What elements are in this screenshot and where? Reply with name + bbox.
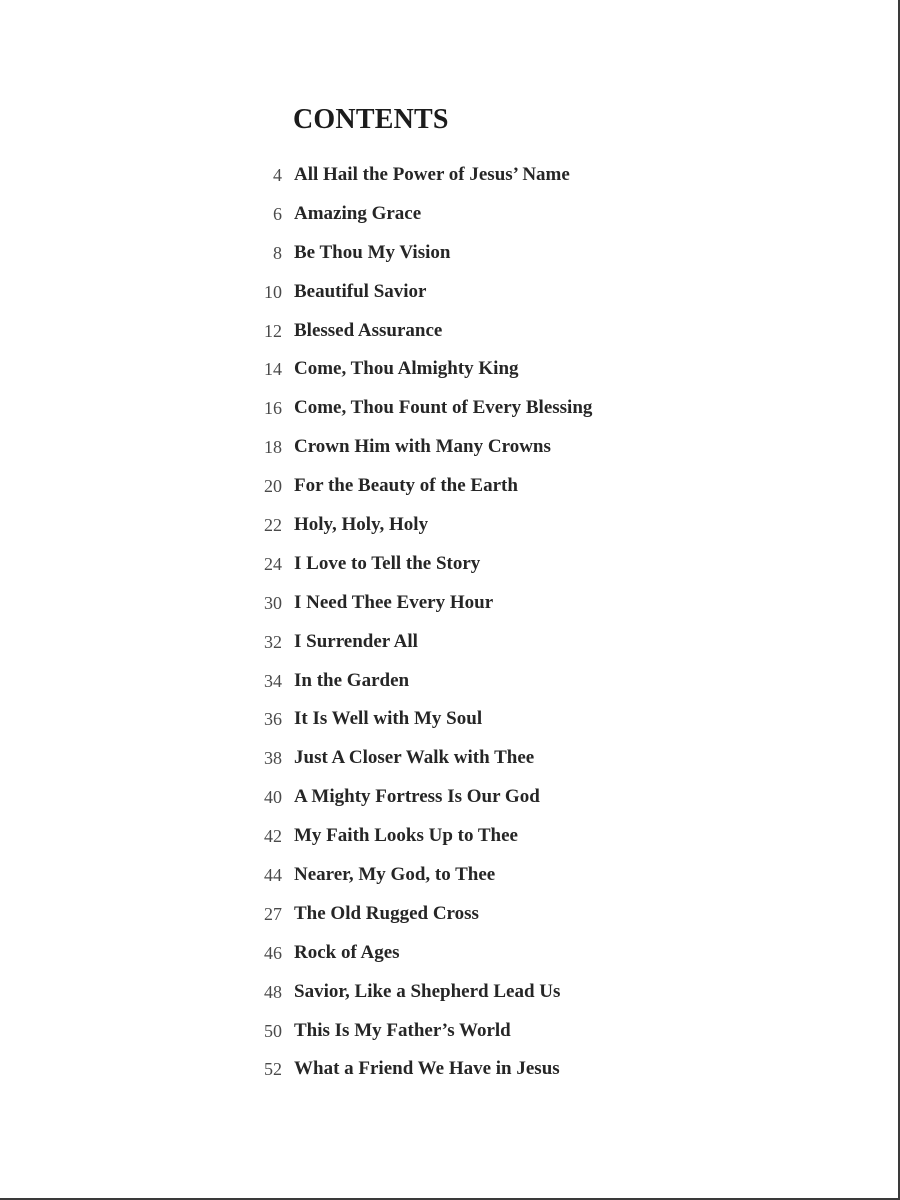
toc-song-title: This Is My Father’s World [294, 1019, 511, 1041]
toc-page-number: 30 [264, 592, 282, 613]
page-title: CONTENTS [293, 104, 449, 135]
toc-page-number: 27 [264, 903, 282, 924]
toc-entry [250, 821, 750, 860]
toc-page-number: 42 [264, 826, 282, 847]
toc-page-number: 6 [273, 203, 282, 224]
toc-song-title: My Faith Looks Up to Thee [294, 825, 518, 847]
toc-entry [250, 704, 750, 743]
toc-entry [250, 510, 750, 549]
toc-page-number: 46 [264, 942, 282, 963]
toc-page-number: 32 [264, 631, 282, 652]
toc-page-number: 12 [264, 320, 282, 341]
toc-entry [250, 743, 750, 782]
toc-song-title: What a Friend We Have in Jesus [294, 1058, 560, 1080]
toc-page-number: 4 [273, 165, 282, 185]
toc-song-title: Amazing Grace [294, 202, 422, 224]
toc-page-number: 16 [264, 398, 282, 419]
toc-page-number: 44 [264, 865, 282, 886]
toc-entry [250, 199, 750, 238]
toc-song-title: I Surrender All [294, 630, 418, 652]
toc-entry [250, 782, 750, 821]
toc-entry [250, 354, 750, 393]
toc-page-number: 34 [264, 670, 282, 691]
toc-song-title: Blessed Assurance [294, 319, 443, 341]
toc-page-number: 36 [264, 709, 282, 730]
toc-page-number: 52 [264, 1059, 282, 1080]
toc-entry [250, 549, 750, 588]
toc-entry [250, 977, 750, 1016]
toc-song-title: I Need Thee Every Hour [294, 591, 494, 613]
toc-page-number: 38 [264, 748, 282, 769]
toc-entry [250, 238, 750, 277]
toc-page-number: 24 [264, 553, 282, 574]
toc-page-number: 50 [264, 1020, 282, 1041]
toc-song-title: It Is Well with My Soul [294, 708, 483, 730]
toc-song-title: All Hail the Power of Jesus’ Name [294, 164, 570, 185]
table-of-contents [250, 160, 750, 1093]
toc-page-number: 20 [264, 476, 282, 497]
toc-entry [250, 432, 750, 471]
toc-entry [250, 316, 750, 355]
toc-song-title: Crown Him with Many Crowns [294, 436, 551, 458]
toc-song-title: Just A Closer Walk with Thee [294, 747, 535, 769]
toc-song-title: Come, Thou Almighty King [294, 358, 519, 380]
toc-entry [250, 277, 750, 316]
toc-page-number: 14 [264, 359, 282, 380]
toc-song-title: Be Thou My Vision [294, 241, 451, 263]
toc-entry [250, 588, 750, 627]
toc-song-title: Nearer, My God, to Thee [294, 864, 496, 886]
toc-song-title: A Mighty Fortress Is Our God [294, 786, 540, 808]
toc-song-title: Beautiful Savior [294, 280, 427, 302]
toc-entry [250, 160, 750, 199]
toc-song-title: For the Beauty of the Earth [294, 475, 518, 497]
toc-song-title: In the Garden [294, 669, 410, 691]
toc-entry [250, 627, 750, 666]
toc-entry [250, 393, 750, 432]
toc-entry [250, 666, 750, 705]
toc-entry [250, 860, 750, 899]
toc-entry [250, 938, 750, 977]
toc-page-number: 8 [273, 242, 282, 263]
toc-song-title: Holy, Holy, Holy [294, 514, 429, 536]
toc-page-number: 40 [264, 787, 282, 808]
toc-song-title: Rock of Ages [294, 941, 400, 963]
toc-entry [250, 899, 750, 938]
toc-song-title: I Love to Tell the Story [294, 552, 481, 574]
toc-entry [250, 1016, 750, 1055]
toc-page-number: 18 [264, 437, 282, 458]
toc-page-number: 48 [264, 981, 282, 1002]
toc-page-number: 22 [264, 515, 282, 536]
toc-page-number: 10 [264, 281, 282, 302]
toc-song-title: The Old Rugged Cross [294, 902, 479, 924]
toc-entry [250, 1054, 750, 1093]
toc-song-title: Come, Thou Fount of Every Blessing [294, 397, 593, 419]
toc-entry [250, 471, 750, 510]
toc-song-title: Savior, Like a Shepherd Lead Us [294, 980, 561, 1002]
